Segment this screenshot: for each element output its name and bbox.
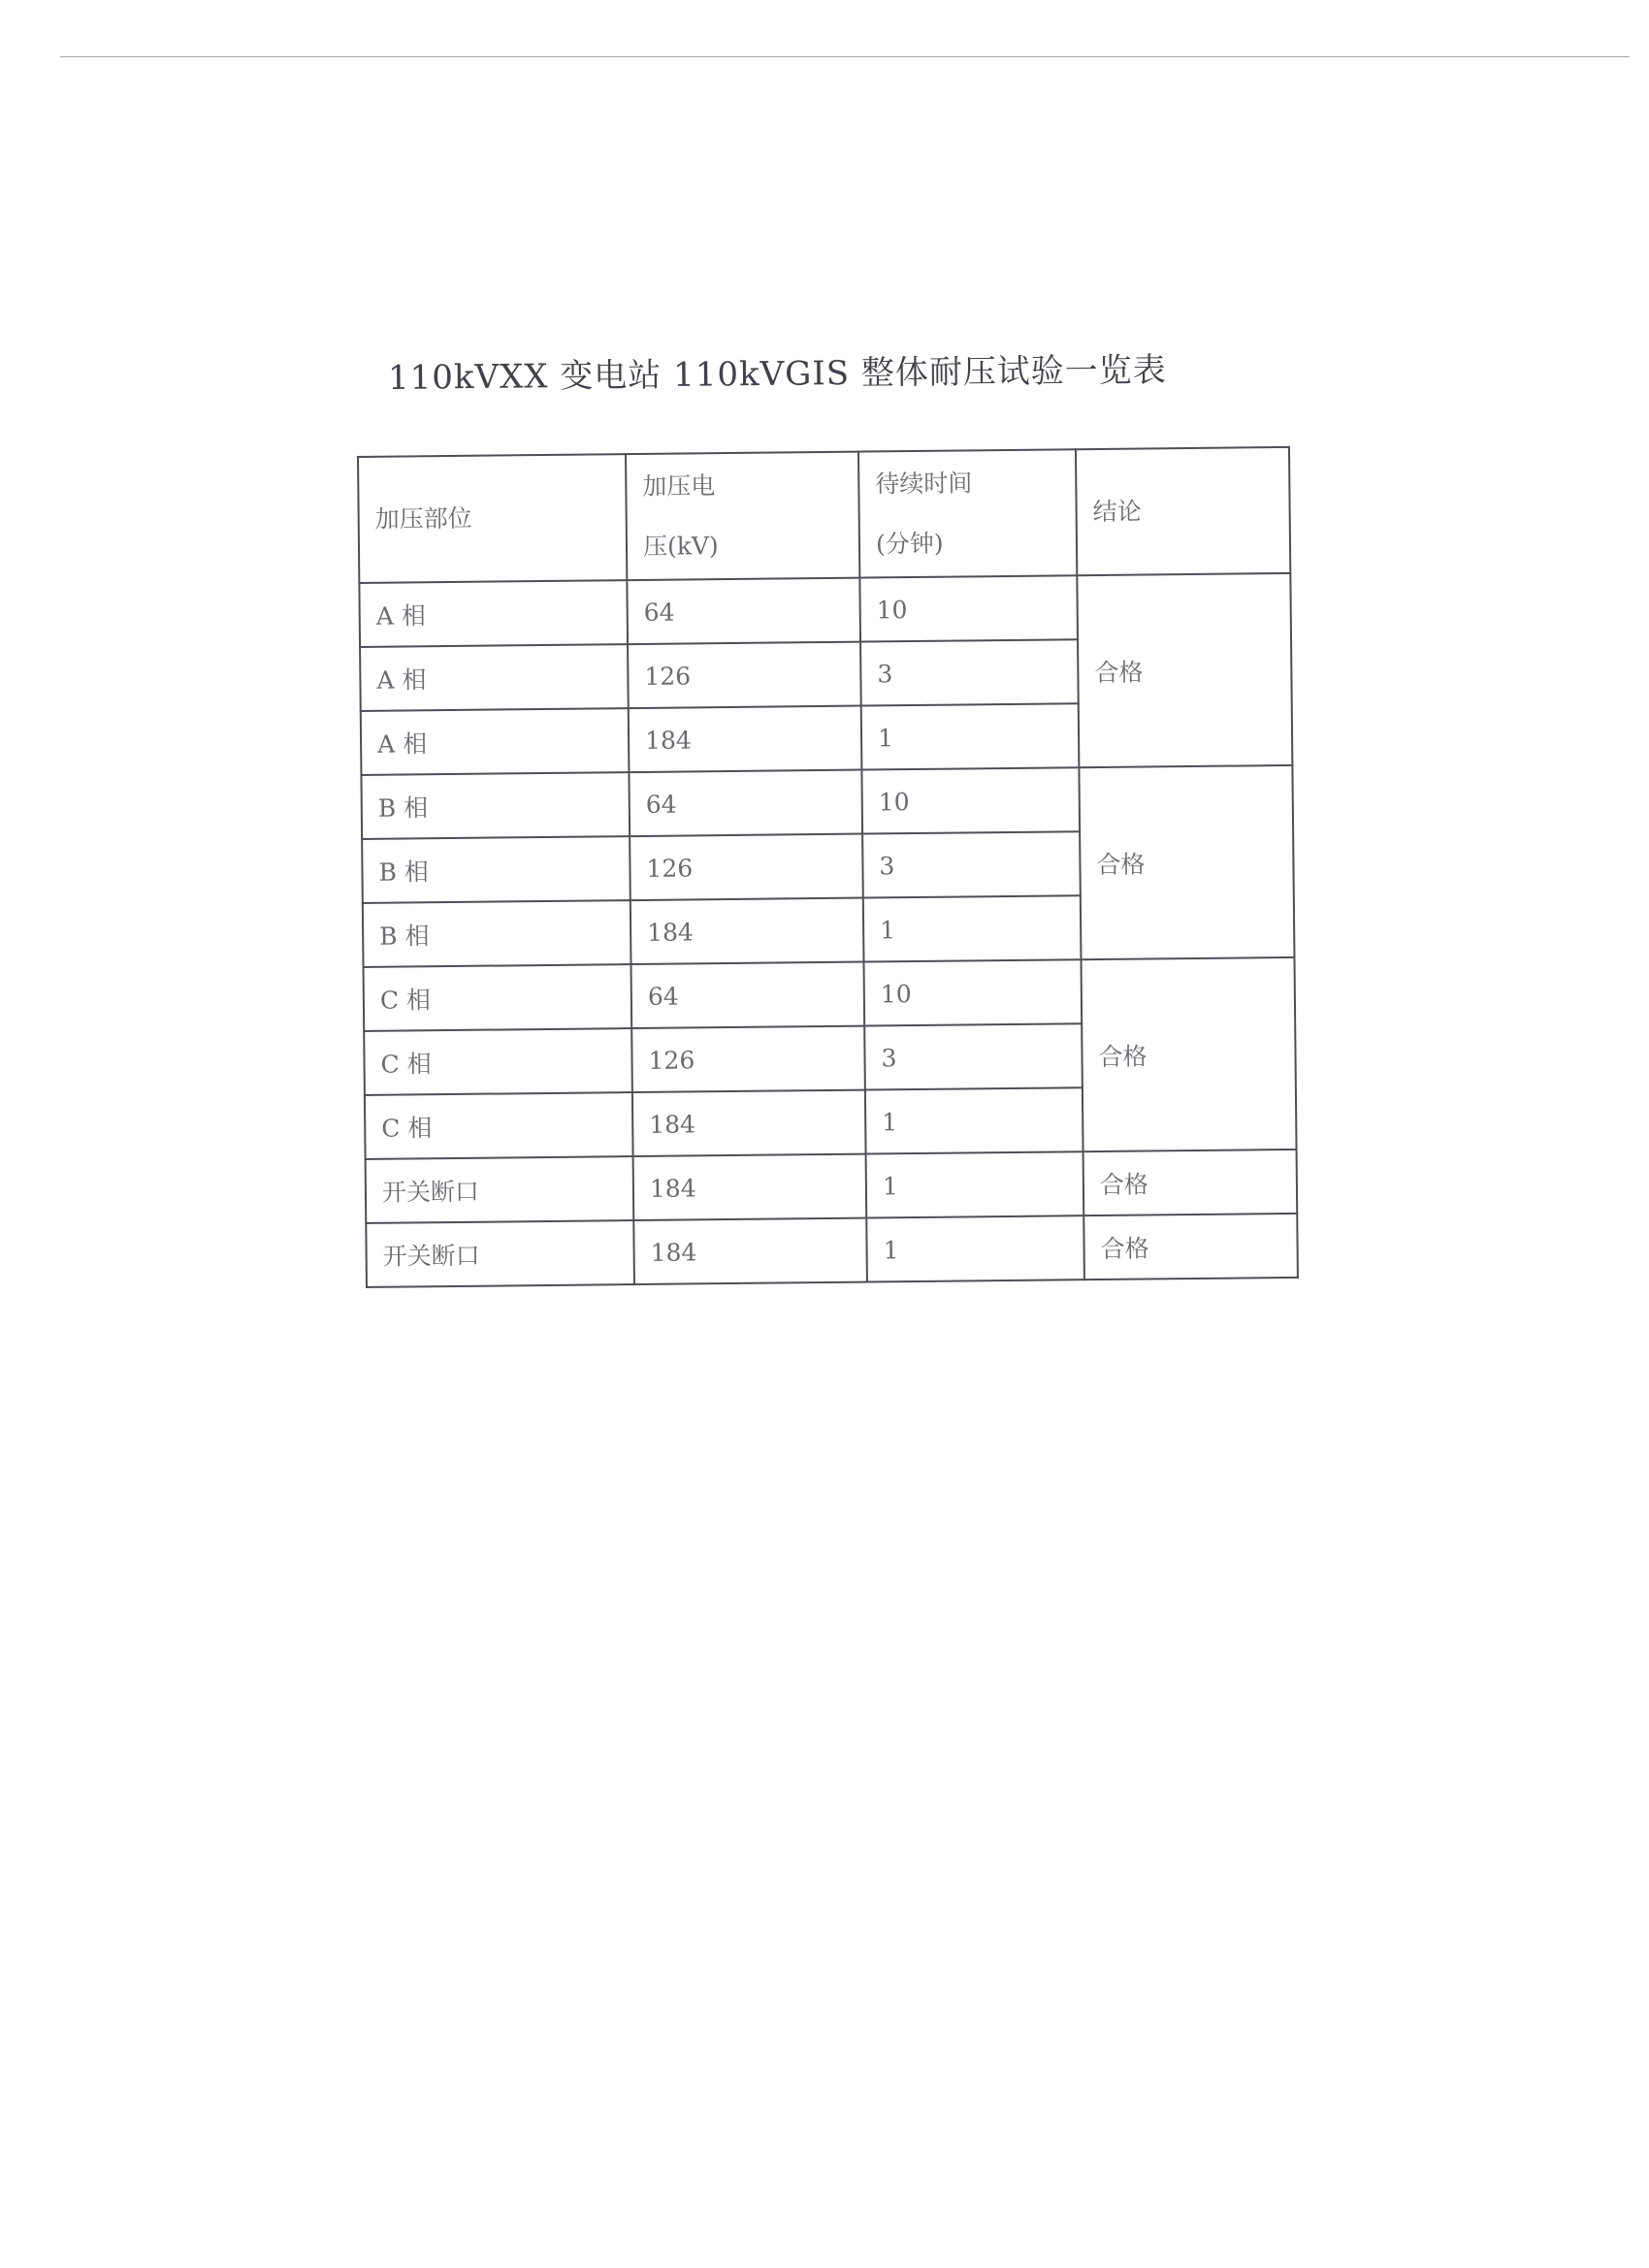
cell-duration: 10 [859,575,1078,641]
cell-location: C 相 [364,1028,632,1095]
page-title: 110kVXX 变电站 110kVGIS 整体耐压试验一览表 [387,350,1168,398]
cell-duration: 1 [863,895,1082,961]
table-row [364,957,1296,1031]
cell-duration: 10 [861,767,1080,833]
cell-duration: 3 [860,639,1079,705]
cell-location: C 相 [364,964,632,1031]
cell-conclusion-phase-c: 合格 [1081,957,1296,1151]
cell-location: B 相 [361,772,630,839]
cell-location: 开关断口 [366,1156,634,1223]
table-row [361,765,1293,839]
cell-duration: 1 [865,1087,1083,1153]
cell-voltage: 64 [627,578,860,645]
cell-conclusion-breaker-2: 合格 [1083,1214,1298,1280]
top-rule [60,56,1630,57]
cell-voltage: 64 [629,770,862,837]
cell-duration: 1 [866,1151,1084,1217]
cell-conclusion-breaker-1: 合格 [1083,1150,1298,1215]
header-duration: 待续时间 (分钟) [858,449,1077,577]
cell-location: A 相 [359,580,628,647]
cell-duration: 3 [862,831,1081,897]
cell-duration: 10 [863,959,1082,1025]
cell-voltage: 126 [631,1026,865,1093]
table-row [359,573,1291,647]
cell-voltage: 126 [630,834,863,901]
header-voltage: 加压电 压(kV) [626,452,859,581]
table-row [366,1150,1298,1223]
cell-voltage: 126 [628,642,861,709]
cell-voltage: 184 [632,1090,866,1157]
cell-voltage: 184 [630,898,864,965]
cell-voltage: 64 [631,962,865,1029]
cell-voltage: 184 [633,1218,867,1285]
header-row [358,447,1290,583]
table-row [366,1214,1298,1287]
cell-location: C 相 [365,1092,633,1159]
cell-voltage: 184 [633,1154,867,1221]
cell-conclusion-phase-a: 合格 [1077,573,1292,767]
cell-location: B 相 [363,900,631,967]
cell-duration: 3 [864,1023,1083,1089]
header-conclusion: 结论 [1076,447,1290,575]
cell-voltage: 184 [629,706,862,773]
header-location: 加压部位 [358,454,627,583]
cell-location: B 相 [362,836,630,903]
cell-conclusion-phase-b: 合格 [1079,765,1294,959]
cell-duration: 1 [861,703,1080,769]
results-table-wrapper [357,446,1299,1288]
cell-location: 开关断口 [366,1220,634,1287]
cell-location: A 相 [360,644,629,711]
cell-location: A 相 [361,708,630,775]
cell-duration: 1 [866,1215,1084,1281]
withstand-test-table [357,446,1299,1288]
